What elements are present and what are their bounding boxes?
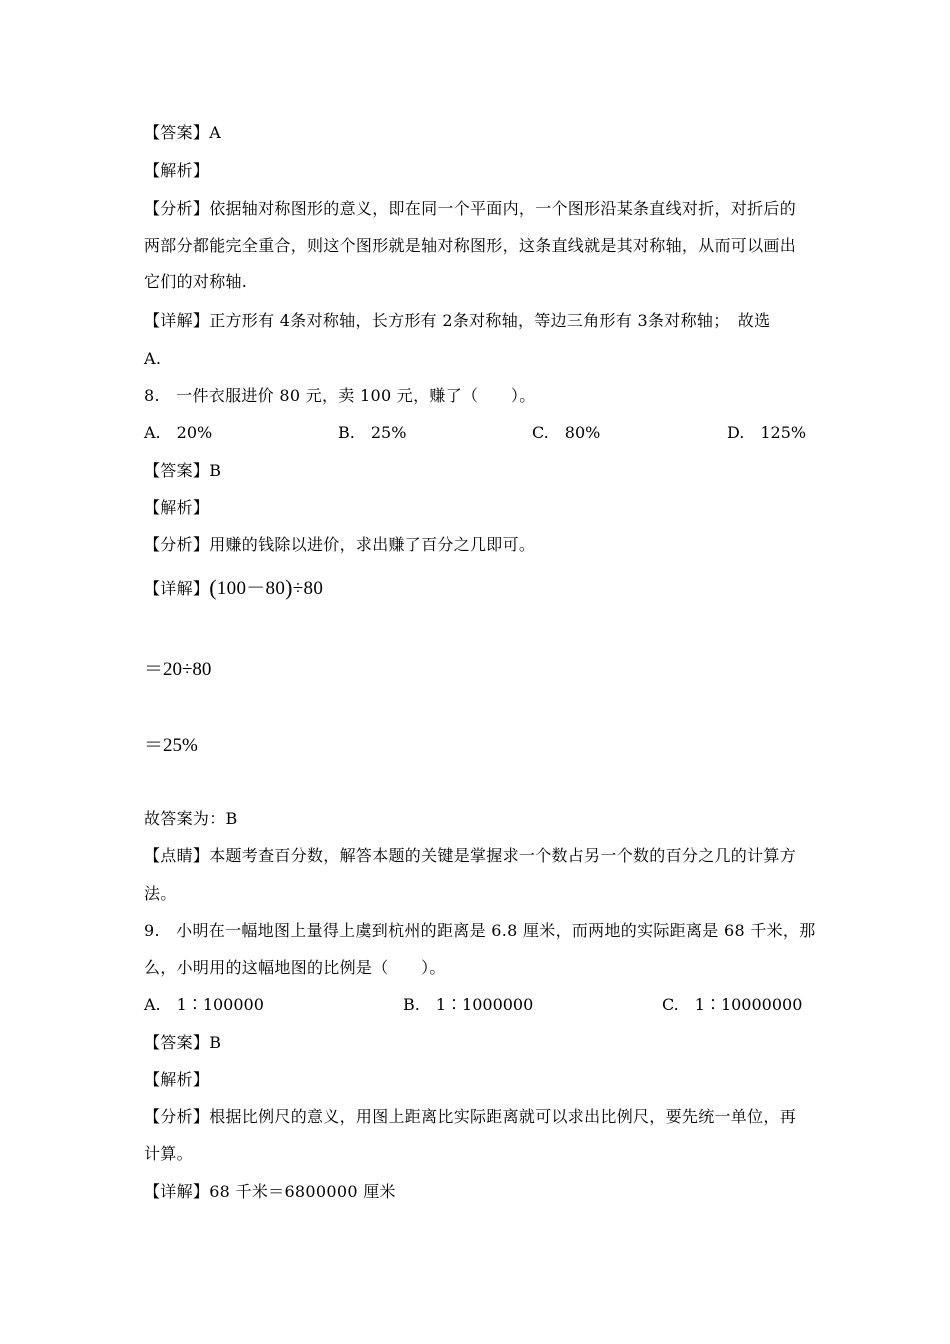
- q7-detail-line-1: 【详解】正方形有 4条对称轴，长方形有 2条对称轴，等边三角形有 3条对称轴； 故选: [144, 311, 771, 330]
- q8-answer: 【答案】B: [144, 461, 222, 480]
- q8-detail-equation-2: ＝20÷80: [144, 659, 212, 680]
- q8-final-answer: 故答案为：B: [144, 809, 238, 828]
- q7-fenxi-line-1: 【分析】依据轴对称图形的意义，即在同一个平面内，一个图形沿某条直线对折，对折后的: [144, 199, 797, 218]
- q7-detail-line-2: A.: [144, 349, 162, 368]
- q8-option-d: D. 125%: [727, 423, 807, 442]
- q8-detail-label: 【详解】: [144, 579, 210, 598]
- q7-fenxi-line-2: 两部分都能完全重合，则这个图形就是轴对称图形，这条直线就是其对称轴，从而可以画出: [144, 236, 797, 255]
- q9-stem-line-1: 9. 小明在一幅地图上量得上虞到杭州的距离是 6.8 厘米，而两地的实际距离是 68 千米，那: [144, 921, 816, 940]
- q9-fenxi-line-1: 【分析】根据比例尺的意义，用图上距离比实际距离就可以求出比例尺，要先统一单位，再: [144, 1107, 797, 1126]
- q9-stem-line-2: 么，小明用的这幅地图的比例是（ ）。: [144, 958, 446, 977]
- q7-answer: 【答案】A: [144, 123, 222, 142]
- q8-detail-equation-3: ＝25%: [144, 735, 198, 756]
- q9-option-c: C. 1∶10000000: [662, 995, 803, 1014]
- q9-fenxi-line-2: 计算。: [144, 1144, 193, 1163]
- q7-fenxi-line-3: 它们的对称轴.: [144, 272, 248, 291]
- close-paren: ): [285, 575, 293, 600]
- q8-option-a: A. 20%: [144, 423, 213, 442]
- q7-analysis-heading: 【解析】: [144, 161, 210, 180]
- q8-analysis-heading: 【解析】: [144, 498, 210, 517]
- q8-dianjing-line-1: 【点睛】本题考查百分数，解答本题的关键是掌握求一个数占另一个数的百分之几的计算方: [144, 846, 797, 865]
- q8-detail-equation-1: [144, 577, 323, 600]
- equation-1-inner: 100－80: [216, 578, 286, 599]
- q8-dianjing-line-2: 法。: [144, 884, 177, 903]
- equation-1: [209, 577, 323, 600]
- q9-analysis-heading: 【解析】: [144, 1070, 210, 1089]
- q8-option-b: B. 25%: [338, 423, 407, 442]
- q8-fenxi: 【分析】用赚的钱除以进价，求出赚了百分之几即可。: [144, 535, 536, 554]
- q9-option-a: A. 1∶100000: [144, 995, 264, 1014]
- equation-1-rest: ÷80: [292, 578, 324, 599]
- q9-detail: 【详解】68 千米＝6800000 厘米: [144, 1182, 396, 1201]
- open-paren: (: [209, 575, 217, 600]
- q9-option-b: B. 1∶1000000: [403, 995, 534, 1014]
- q8-stem: 8. 一件衣服进价 80 元，卖 100 元，赚了（ ）。: [144, 386, 536, 405]
- q9-answer: 【答案】B: [144, 1033, 222, 1052]
- q8-option-c: C. 80%: [532, 423, 601, 442]
